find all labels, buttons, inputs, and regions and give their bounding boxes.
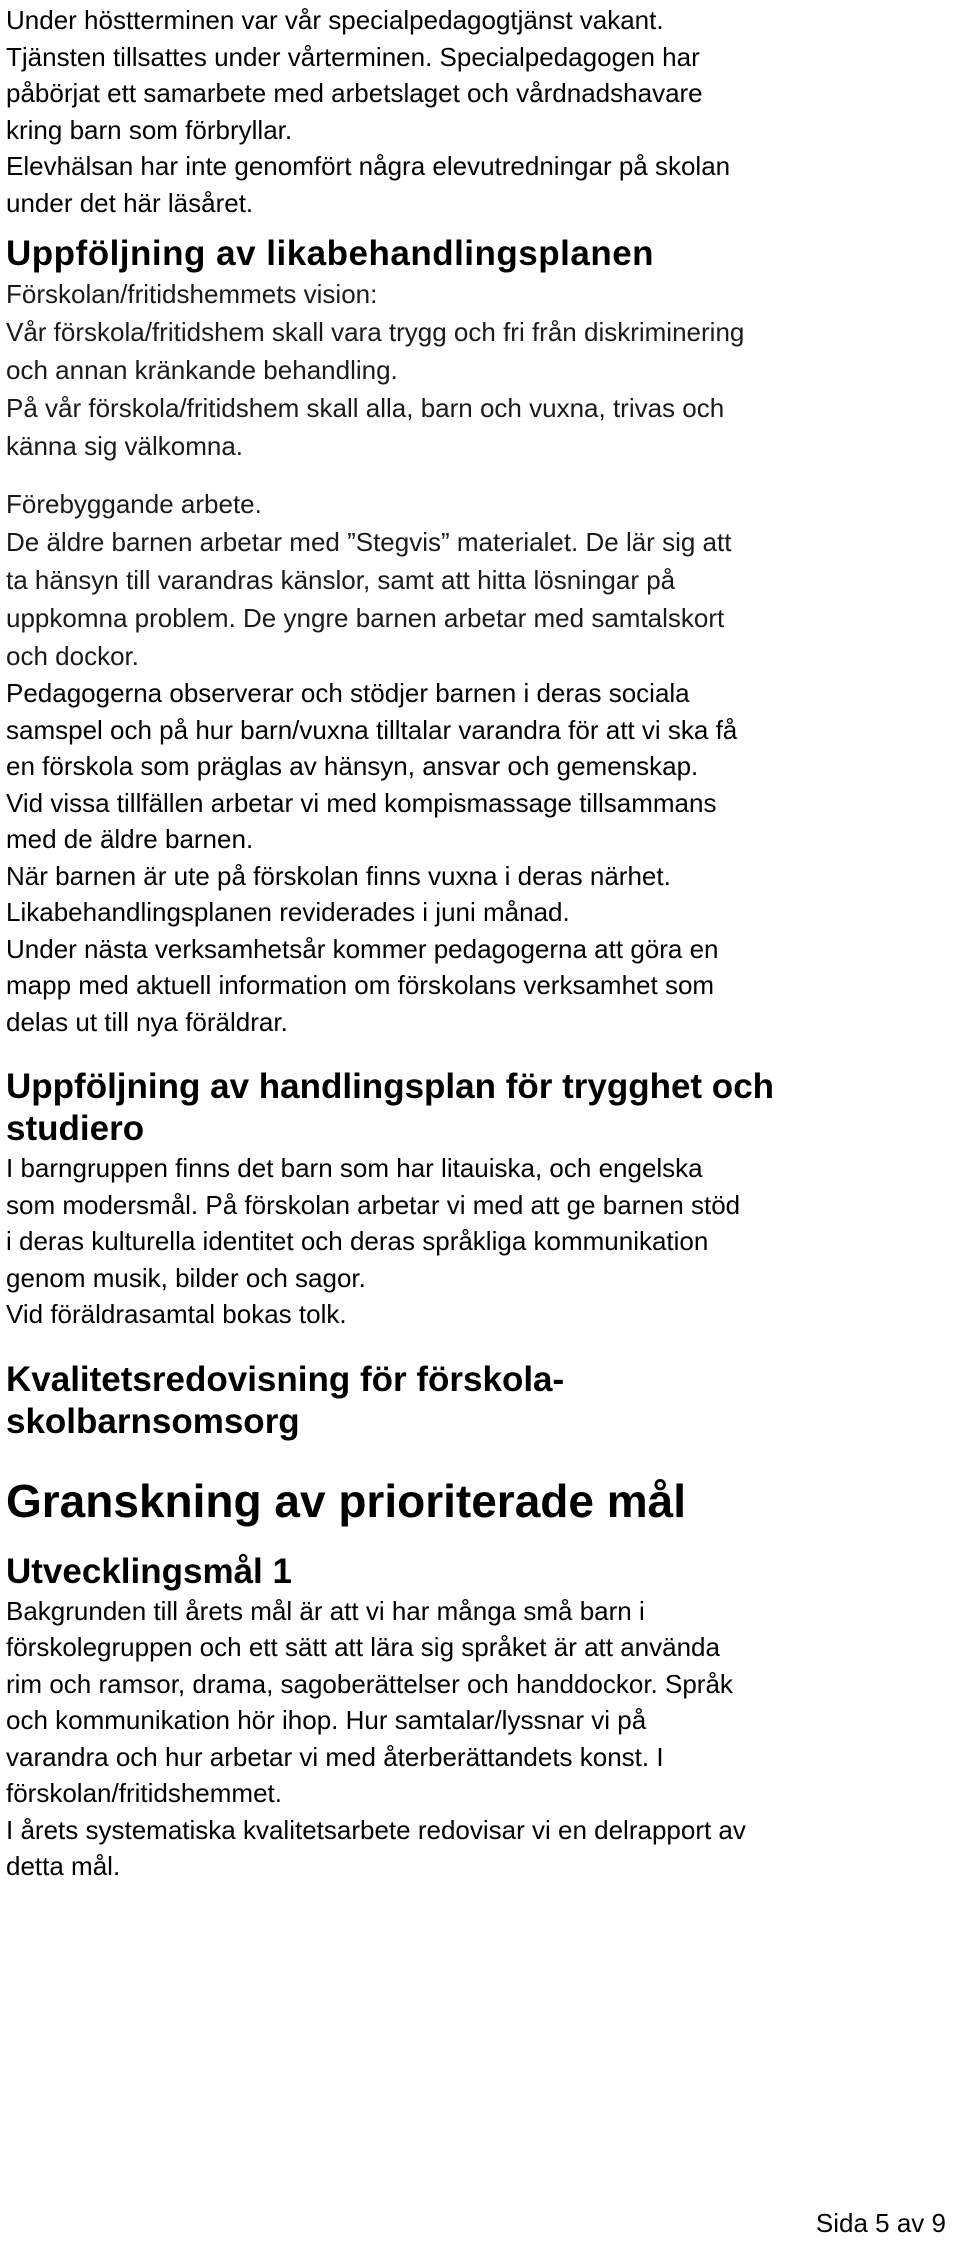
text-line: Vid vissa tillfällen arbetar vi med kompismassage tillsammans: [6, 787, 717, 818]
text-line: med de äldre barnen.: [6, 824, 254, 854]
utvecklingsmal-paragraph: [6, 1593, 951, 1885]
text-line: känna sig välkomna.: [6, 431, 244, 461]
preventive-work-paragraph: [6, 485, 951, 675]
section-heading-kvalitet: [6, 1359, 951, 1443]
text-line: en förskola som präglas av hänsyn, ansvar och gemenskap.: [6, 751, 699, 781]
trygghet-paragraph: [6, 1150, 951, 1333]
section-heading-granskning: Granskning av prioriterade mål: [6, 1474, 687, 1527]
text-line: Förebyggande arbete.: [6, 489, 262, 519]
text-line: och dockor.: [6, 641, 139, 671]
heading-line: studiero: [6, 1109, 145, 1148]
section-heading-trygghet: [6, 1066, 951, 1150]
heading-line: Kvalitetsredovisning för förskola-: [6, 1359, 565, 1399]
text-line: På vår förskola/fritidshem skall alla, barn och vuxna, trivas och: [6, 393, 725, 423]
text-line: kring barn som förbryllar.: [6, 114, 293, 145]
intro-paragraph: [6, 2, 951, 221]
vision-paragraph: [6, 275, 951, 465]
text-line: Under nästa verksamhetsår kommer pedagogerna att göra en: [6, 933, 719, 964]
text-line: Pedagogerna observerar och stödjer barnen i deras sociala: [6, 678, 690, 708]
text-line: förskolan/fritidshemmet.: [6, 1778, 282, 1808]
text-line: i deras kulturella identitet och deras språkliga kommunikation: [6, 1226, 709, 1256]
heading-line: Uppföljning av handlingsplan för trygghet och: [6, 1067, 775, 1106]
text-line: När barnen är ute på förskolan finns vuxna i deras närhet.: [6, 860, 671, 891]
text-line: genom musik, bilder och sagor.: [6, 1262, 366, 1293]
section-heading-utvecklingsmal: Utvecklingsmål 1: [6, 1551, 292, 1591]
text-line: detta mål.: [6, 1851, 121, 1881]
text-line: uppkomna problem. De yngre barnen arbetar med samtalskort: [6, 603, 725, 633]
text-line: och annan kränkande behandling.: [6, 355, 398, 385]
text-line: påbörjat ett samarbete med arbetslaget och vårdnadshavare: [6, 78, 703, 108]
text-line: Vid föräldrasamtal bokas tolk.: [6, 1299, 347, 1329]
page-number: Sida 5 av 9: [815, 2208, 946, 2238]
text-line: Förskolan/fritidshemmets vision:: [6, 279, 378, 309]
text-line: varandra och hur arbetar vi med återberättandets konst. I: [6, 1741, 664, 1772]
text-line: och kommunikation hör ihop. Hur samtalar/lyssnar vi på: [6, 1705, 647, 1735]
text-line: Under höstterminen var vår specialpedagogtjänst vakant.: [6, 5, 664, 35]
text-line: De äldre barnen arbetar med ”Stegvis” materialet. De lär sig att: [6, 527, 732, 557]
section-heading-likabehandling: Uppföljning av likabehandlingsplanen: [6, 234, 655, 273]
pedagogues-paragraph: [6, 675, 951, 1040]
text-line: som modersmål. På förskolan arbetar vi med att ge barnen stöd: [6, 1189, 741, 1220]
text-line: Likabehandlingsplanen reviderades i juni månad.: [6, 897, 570, 927]
text-line: under det här läsåret.: [6, 187, 254, 218]
text-line: rim och ramsor, drama, sagoberättelser och handdockor. Språk: [6, 1668, 733, 1699]
document-content: [6, 2, 951, 1885]
heading-line: skolbarnsomsorg: [6, 1401, 300, 1441]
text-line: Elevhälsan har inte genomfört några elevutredningar på skolan: [6, 151, 731, 181]
text-line: I årets systematiska kvalitetsarbete redovisar vi en delrapport av: [6, 1814, 746, 1845]
text-line: Vår förskola/fritidshem skall vara trygg och fri från diskriminering: [6, 317, 745, 347]
text-line: delas ut till nya föräldrar.: [6, 1006, 288, 1037]
text-line: I barngruppen finns det barn som har litauiska, och engelska: [6, 1153, 703, 1183]
text-line: Tjänsten tillsattes under vårterminen. Specialpedagogen har: [6, 41, 700, 72]
text-line: samspel och på hur barn/vuxna tilltalar varandra för att vi ska få: [6, 714, 738, 745]
text-line: mapp med aktuell information om förskolans verksamhet som: [6, 970, 715, 1000]
text-line: Bakgrunden till årets mål är att vi har många små barn i: [6, 1595, 645, 1626]
text-line: ta hänsyn till varandras känslor, samt att hitta lösningar på: [6, 565, 676, 595]
text-line: förskolegruppen och ett sätt att lära sig språket är att använda: [6, 1632, 720, 1662]
